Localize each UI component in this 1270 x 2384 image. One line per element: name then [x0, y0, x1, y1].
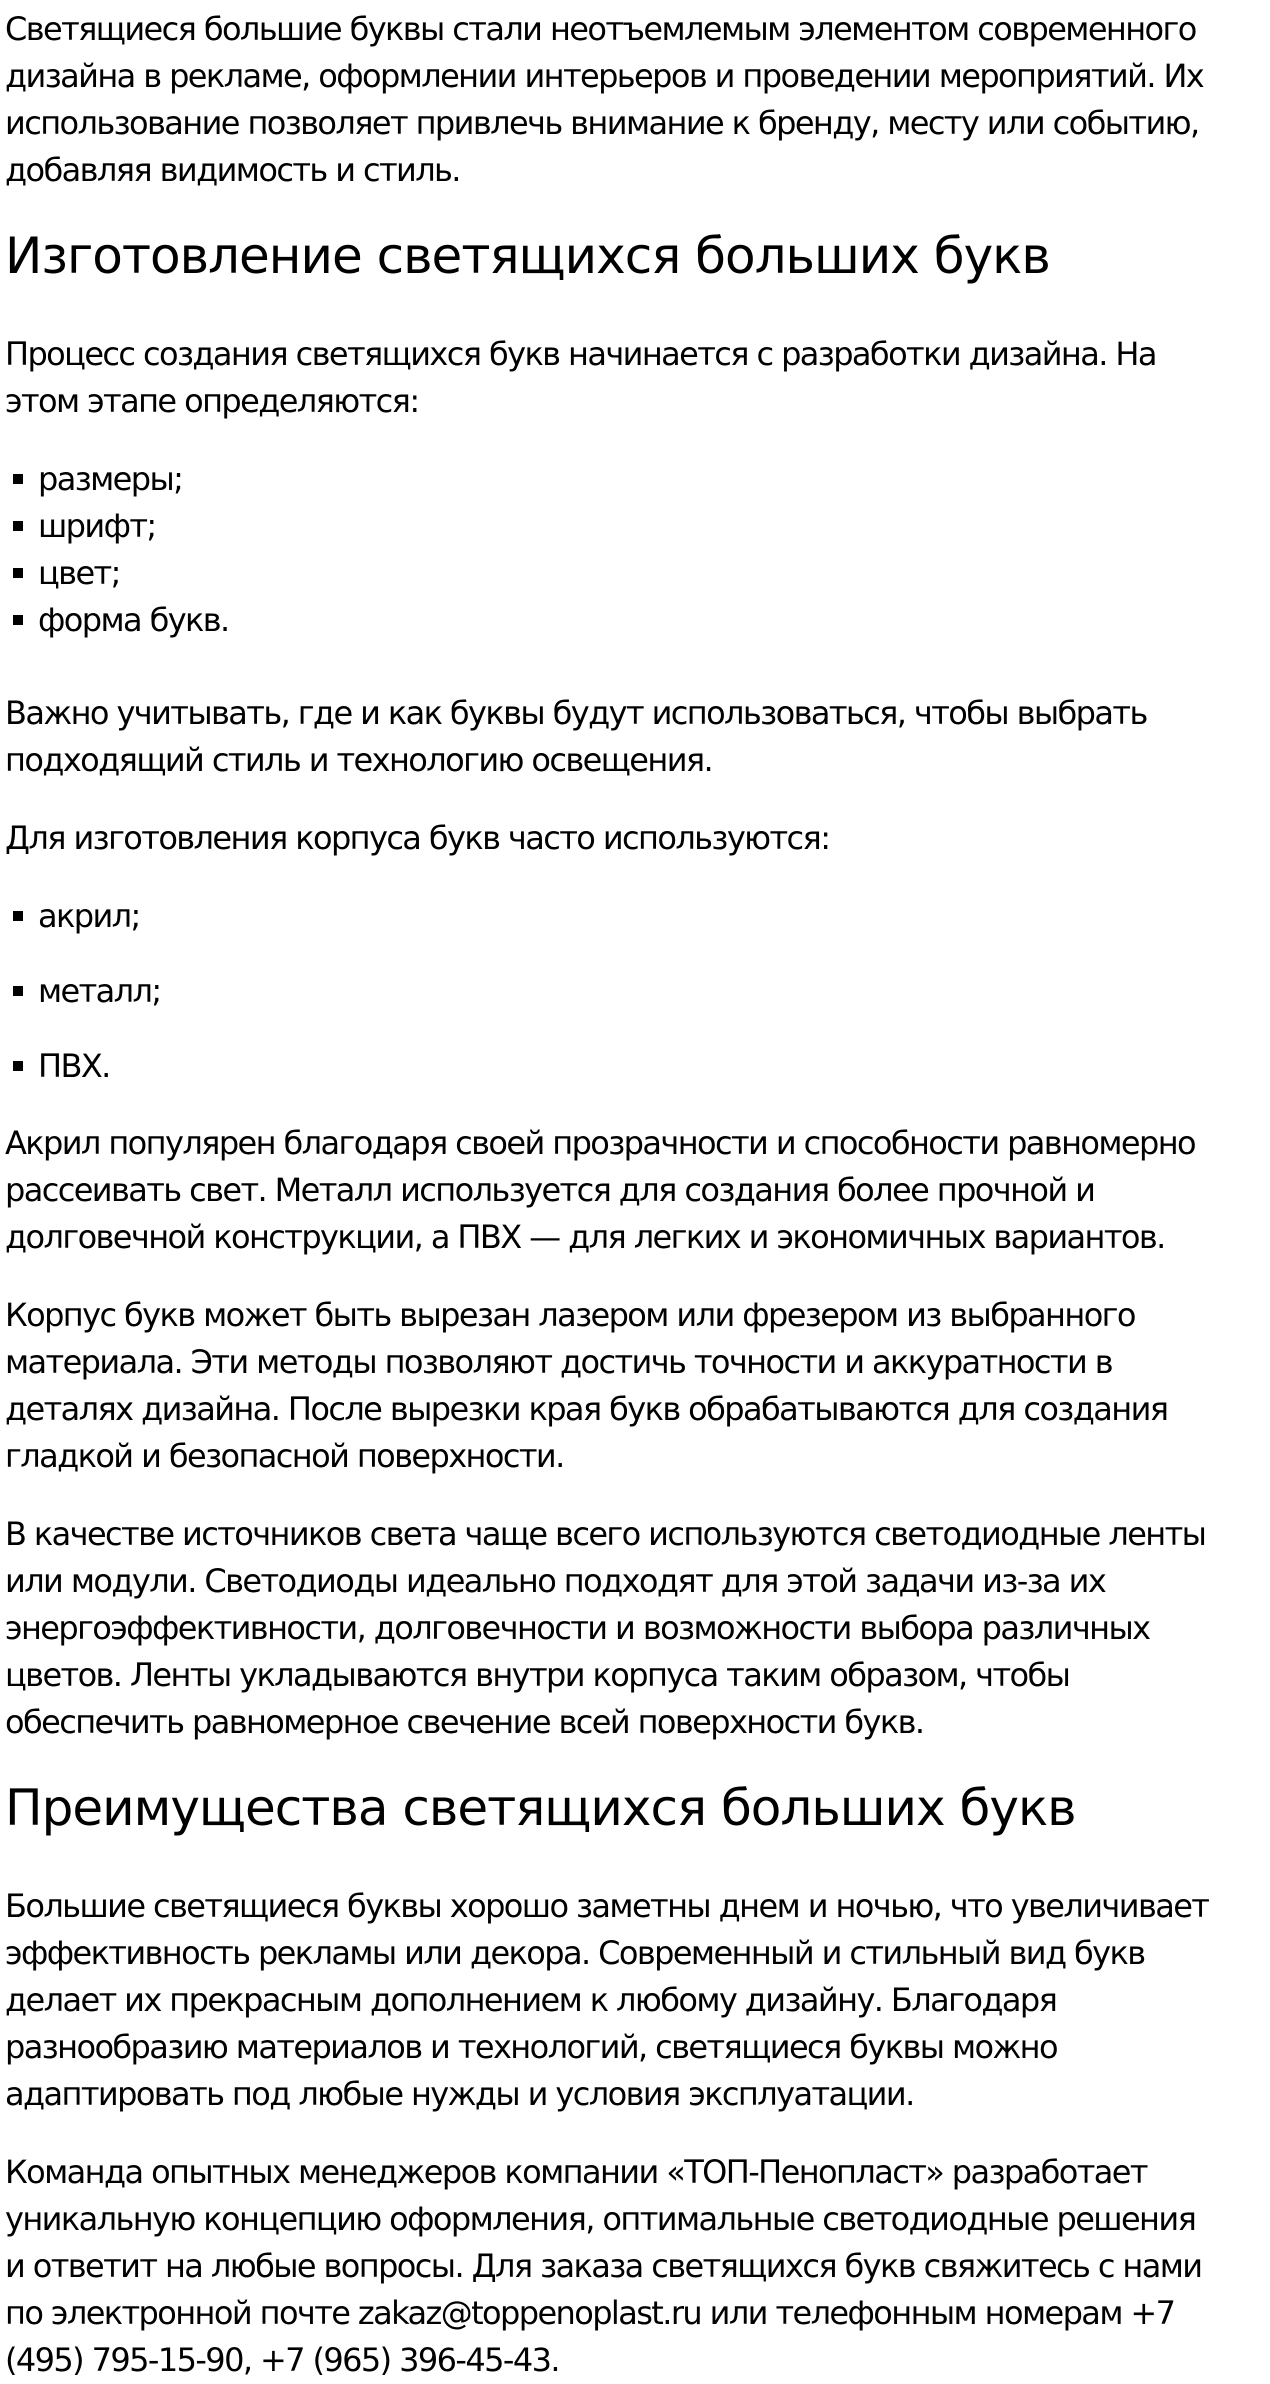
list-item — [5, 597, 1220, 644]
list-item-label: цвет; — [38, 554, 120, 592]
list-item — [5, 550, 1220, 597]
bullet-square-icon — [13, 474, 23, 484]
section-heading-advantages: Преимущества светящихся больших букв — [5, 1779, 1076, 1837]
design-params-list — [5, 456, 1220, 644]
contact-paragraph: Команда опытных менеджеров компании «ТОП-Пенопласт» разработает уникальную концепцию оформления, оптимальные светодиодные решения и ответит на любые вопросы. Для заказа светящихся букв свяжитесь с нами по электронной почте zakaz@toppenoplast.ru или телефонным номерам +7 (495) 795-15-90, +7 (965) 396-45-43. — [5, 2153, 1202, 2379]
design-stage-paragraph: Процесс создания светящихся букв начинается с разработки дизайна. На этом этапе определяются: — [5, 335, 1156, 420]
list-item-label: размеры; — [38, 460, 183, 498]
list-item — [5, 456, 1220, 503]
list-item-label: металл; — [38, 972, 161, 1010]
list-item-label: форма букв. — [38, 601, 229, 639]
intro-paragraph: Светящиеся большие буквы стали неотъемлемым элементом современного дизайна в рекламе, оформлении интерьеров и проведении мероприятий. Их использование позволяет привлечь внимание к бренду, месту или событию, добавляя видимость и стиль. — [5, 10, 1204, 189]
list-item — [5, 893, 1220, 940]
cutting-paragraph: Корпус букв может быть вырезан лазером или фрезером из выбранного материала. Эти методы позволяют достичь точности и аккуратности в деталях дизайна. После вырезки края букв обрабатываются для создания гладкой и безопасной поверхности. — [5, 1296, 1168, 1475]
materials-list — [5, 893, 1220, 1090]
materials-detail-paragraph: Акрил популярен благодаря своей прозрачности и способности равномерно рассеивать свет. Металл используется для создания более прочной и долговечной конструкции, а ПВХ — для легких и экономичных вариантов. — [5, 1124, 1196, 1256]
list-item — [5, 1043, 1220, 1090]
lighting-paragraph: В качестве источников света чаще всего используются светодиодные ленты или модули. Светодиоды идеально подходят для этой задачи из-за их энергоэффективности, долговечности и возможности выбора различных цветов. Ленты укладываются внутри корпуса таким образом, чтобы обеспечить равномерное свечение всей поверхности букв. — [5, 1515, 1206, 1741]
list-item-label: шрифт; — [38, 507, 156, 545]
bullet-square-icon — [13, 521, 23, 531]
list-item — [5, 968, 1220, 1015]
bullet-square-icon — [13, 1061, 23, 1071]
benefits-paragraph: Большие светящиеся буквы хорошо заметны днем и ночью, что увеличивает эффективность рекламы или декора. Современный и стильный вид букв делает их прекрасным дополнением к любому дизайну. Благодаря разнообразию материалов и технологий, светящиеся буквы можно адаптировать под любые нужды и условия эксплуатации. — [5, 1887, 1209, 2113]
bullet-square-icon — [13, 615, 23, 625]
list-item-label: ПВХ. — [38, 1047, 110, 1085]
section-heading-manufacturing: Изготовление светящихся больших букв — [5, 227, 1050, 285]
bullet-square-icon — [13, 911, 23, 921]
list-item — [5, 503, 1220, 550]
usage-note-paragraph: Важно учитывать, где и как буквы будут использоваться, чтобы выбрать подходящий стиль и технологию освещения. — [5, 694, 1147, 779]
bullet-square-icon — [13, 986, 23, 996]
bullet-square-icon — [13, 568, 23, 578]
materials-lead-paragraph: Для изготовления корпуса букв часто используются: — [5, 819, 830, 857]
list-item-label: акрил; — [38, 897, 140, 935]
